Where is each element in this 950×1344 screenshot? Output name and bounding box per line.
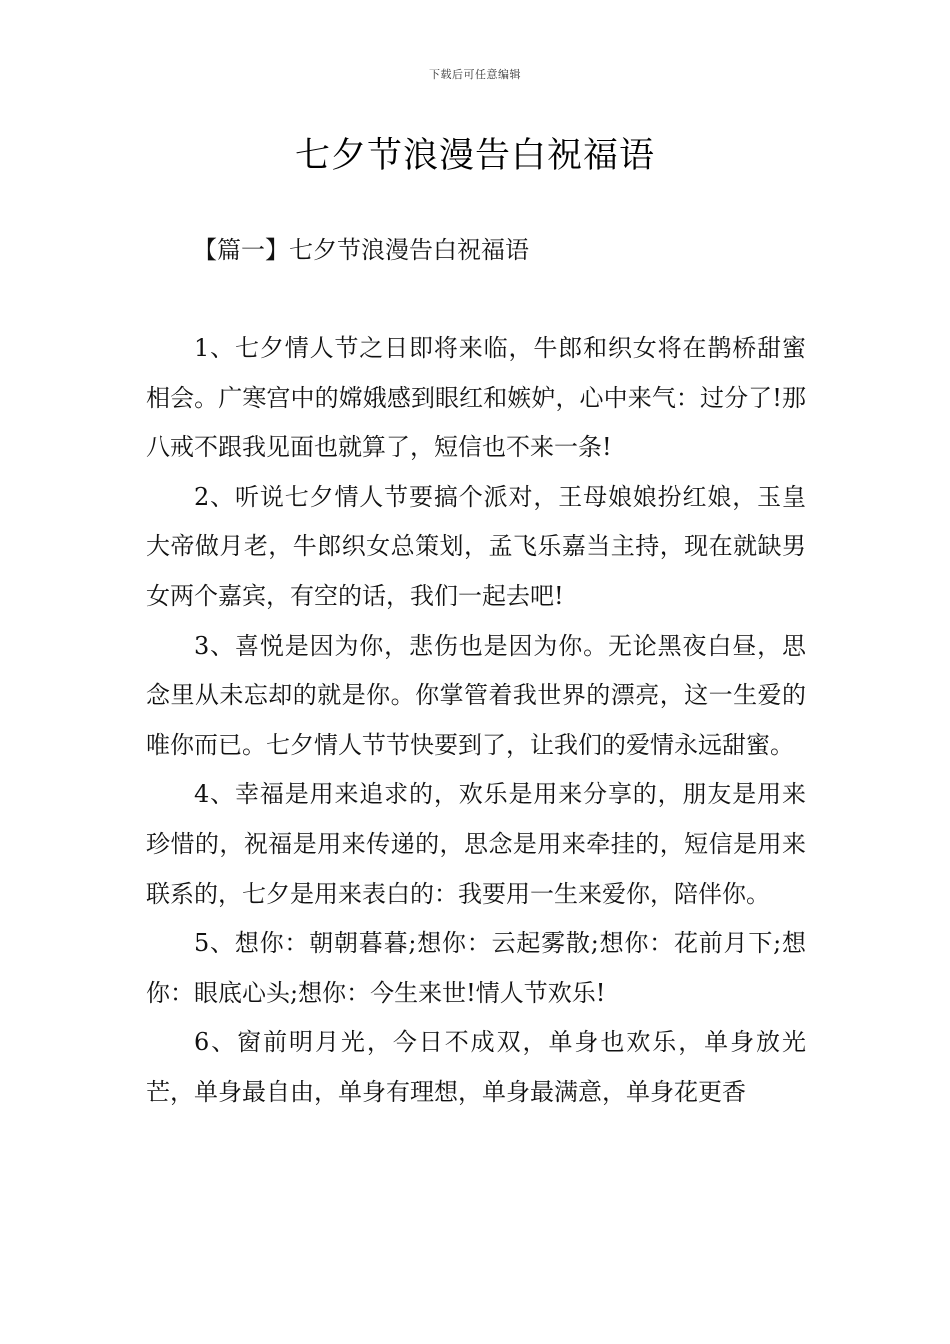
paragraph-5: 5、想你：朝朝暮暮;想你：云起雾散;想你：花前月下;想你：眼底心头;想你：今生来世!情人节欢乐!	[146, 929, 806, 1007]
paragraph-1: 1、七夕情人节之日即将来临，牛郎和织女将在鹊桥甜蜜相会。广寒宫中的嫦娥感到眼红和嫉妒，心中来气：过分了!那八戒不跟我见面也就算了，短信也不来一条!	[146, 334, 806, 462]
paragraph-2: 2、听说七夕情人节要搞个派对，王母娘娘扮红娘，玉皇大帝做月老，牛郎织女总策划，孟飞乐嘉当主持，现在就缺男女两个嘉宾，有空的话，我们一起去吧!	[146, 482, 806, 610]
header-note: 下载后可任意编辑	[429, 68, 521, 81]
paragraph-3: 3、喜悦是因为你，悲伤也是因为你。无论黑夜白昼，思念里从未忘却的就是你。你掌管着我世界的漂亮，这一生爱的唯你而已。七夕情人节节快要到了，让我们的爱情永远甜蜜。	[146, 631, 806, 759]
document-body	[146, 324, 806, 1118]
paragraph-6: 6、窗前明月光，今日不成双，单身也欢乐，单身放光芒，单身最自由，单身有理想，单身最满意，单身花更香	[146, 1028, 806, 1106]
paragraph-4: 4、幸福是用来追求的，欢乐是用来分享的，朋友是用来珍惜的，祝福是用来传递的，思念是用来牵挂的，短信是用来联系的，七夕是用来表白的：我要用一生来爱你，陪伴你。	[146, 780, 806, 908]
section-heading: 【篇一】七夕节浪漫告白祝福语	[193, 236, 529, 264]
document-title: 七夕节浪漫告白祝福语	[294, 136, 655, 176]
